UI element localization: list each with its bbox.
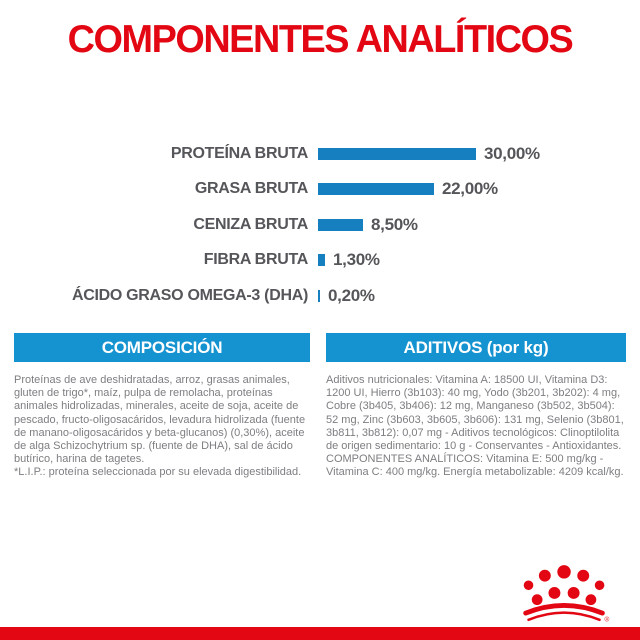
registered-mark: ® <box>604 616 610 623</box>
chart-value-label: 0,20% <box>328 285 375 305</box>
analytical-components-bar-chart <box>0 136 640 314</box>
additives-header: ADITIVOS (por kg) <box>326 333 626 362</box>
additives-body: Aditivos nutricionales: Vitamina A: 18500 UI, Vitamina D3: 1200 UI, Hierro (3b103): 40 mg, Yodo (3b201, 3b202): 4 mg, Cobre (3b405, 3b406): 12 mg, Manganeso (3b502, 3b504): 52 mg, Zinc (3b603, 3b605, 3b606): 131 mg, Selenio (3b801, 3b811, 3b812): 0,07 mg - Aditivos tecnológicos: Clinoptilolita de origen sedimentario: 10 g - Conservantes - Antioxidantes. COMPONENTES ANALÍTICOS: Vitamina E: 500 mg/kg - Vitamina C: 400 mg/kg. Energía metabolizable: 4209 kcal/kg. <box>326 374 624 479</box>
page-title: COMPONENTES ANALÍTICOS <box>67 18 573 61</box>
chart-value-label: 8,50% <box>371 214 418 234</box>
composition-body: Proteínas de ave deshidratadas, arroz, grasas animales, gluten de trigo*, maíz, pulpa de remolacha, proteínas animales hidrolizadas, minerales, aceite de soja, aceite de pescado, fructo-oligosacáridos, levadura hidrolizada (fuente de manano-oligosacáridos y beta-glucanos) (0,30%), aceite de alga Schizochytrium sp. (fuente de DHA), sal de ácido butírico, harina de tagetes. <box>14 374 306 466</box>
chart-value-label: 30,00% <box>484 143 540 163</box>
chart-category-label: GRASA BRUTA <box>194 180 308 198</box>
chart-category-label: PROTEÍNA BRUTA <box>170 144 308 162</box>
chart-bar <box>318 254 325 266</box>
chart-bar <box>318 290 320 302</box>
chart-row <box>0 243 640 279</box>
chart-bar <box>318 219 363 231</box>
composition-section <box>14 333 310 480</box>
chart-bar <box>318 148 476 160</box>
chart-row <box>0 136 640 172</box>
chart-value-label: 22,00% <box>442 179 498 199</box>
chart-row <box>0 207 640 243</box>
chart-row <box>0 278 640 314</box>
royal-canin-crown-icon <box>517 561 613 623</box>
bottom-red-bar <box>0 627 640 640</box>
composition-header: COMPOSICIÓN <box>14 333 310 362</box>
chart-category-label: ÁCIDO GRASO OMEGA-3 (DHA) <box>71 286 308 304</box>
chart-row <box>0 172 640 208</box>
chart-value-label: 1,30% <box>333 250 380 270</box>
additives-section <box>326 333 626 480</box>
chart-category-label: FIBRA BRUTA <box>203 251 308 269</box>
chart-bar <box>318 183 434 195</box>
chart-category-label: CENIZA BRUTA <box>193 215 308 233</box>
composition-footnote: *L.I.P.: proteína seleccionada por su elevada digestibilidad. <box>14 466 302 479</box>
